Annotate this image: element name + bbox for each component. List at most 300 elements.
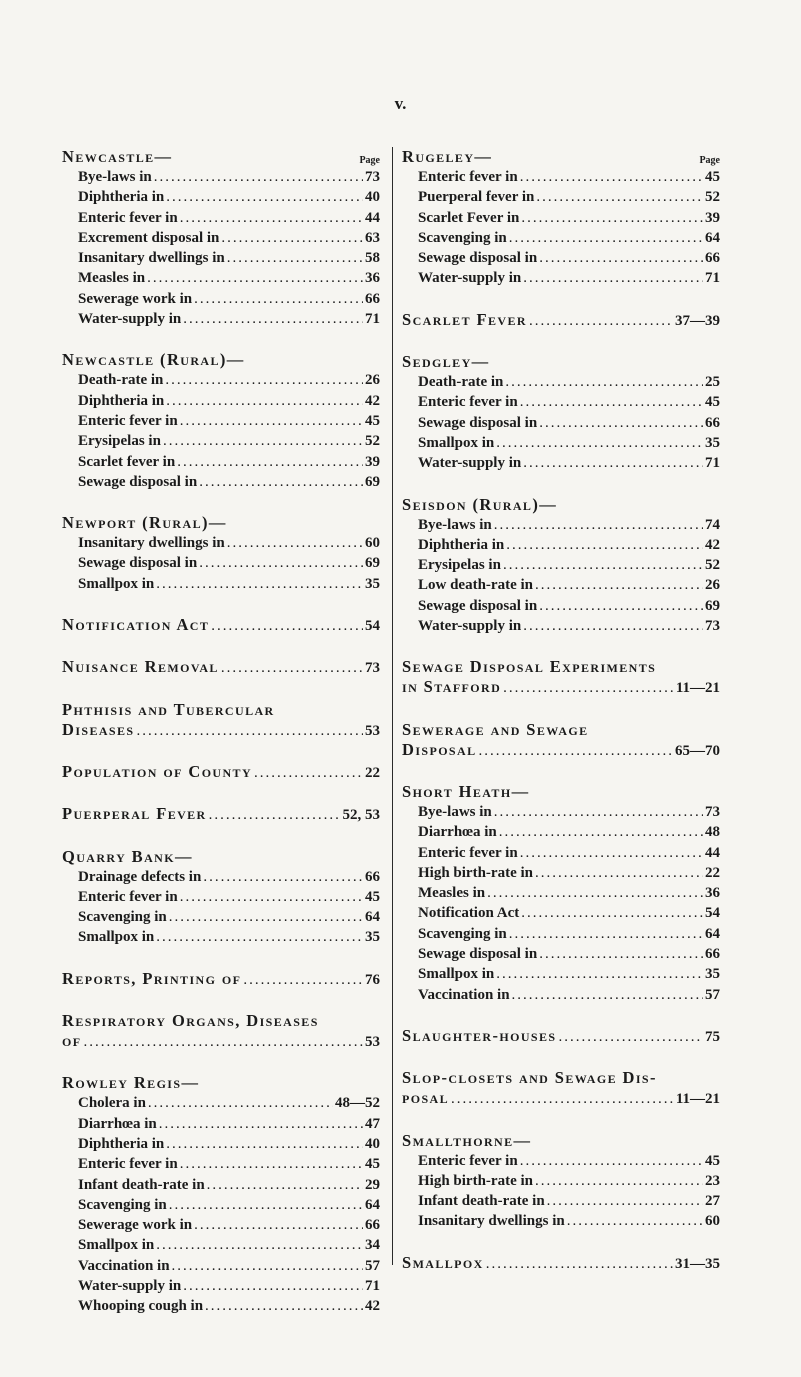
index-entry [402,535,720,555]
index-entry [402,822,720,842]
index-entry [62,1175,380,1195]
heading-text: Seisdon (Rural)— [402,494,558,514]
entry-page: 73 [365,660,380,677]
index-heading [402,782,720,802]
entry-label: Slaughter-houses [402,1025,557,1045]
index-entry [62,391,380,411]
index-entry [402,944,720,964]
index-entry [402,616,720,636]
entry-label: Vaccination in [418,986,510,1003]
entry-page: 22 [365,764,380,781]
entry-page: 11—21 [675,1091,720,1108]
dot-leader [166,1134,363,1154]
index-entry [62,1134,380,1154]
dot-leader [209,805,341,825]
dot-leader [506,535,703,555]
entry-label: Whooping cough in [78,1298,204,1315]
entry-page: 69 [705,597,720,614]
entry-page: 40 [365,1135,380,1152]
dot-leader [180,887,363,907]
dot-leader [165,370,363,390]
dot-leader [521,903,703,923]
heading-text: Smallthorne— [402,1130,532,1150]
index-block [62,700,380,741]
index-entry [62,1154,380,1174]
heading-text: Respiratory Organs, Diseases [62,1011,319,1031]
index-entry [62,1256,380,1276]
entry-page: 58 [365,250,380,267]
entry-label: Excrement disposal in [78,229,220,246]
index-entry [62,907,380,927]
entry-label: Cholera in [78,1095,146,1112]
dot-leader [539,413,703,433]
index-heading [62,147,380,167]
entry-page: 63 [365,229,380,246]
index-entry [402,802,720,822]
entry-label: Smallpox in [78,1237,155,1254]
entry-page: 52, 53 [342,807,380,824]
dot-leader [509,228,703,248]
entry-label: Notification Act [418,905,520,922]
index-entry [402,843,720,863]
page-column-label: Page [359,155,380,166]
entry-page: 64 [365,1196,380,1213]
entry-page: 42 [365,1298,380,1315]
entry-label: posal [402,1088,450,1108]
entry-page: 45 [705,394,720,411]
entry-page: 25 [705,374,720,391]
entry-page: 64 [705,925,720,942]
dot-leader [156,1235,363,1255]
dot-leader [205,1296,363,1316]
heading-text: Newcastle— [62,147,173,166]
entry-page: 54 [365,618,380,635]
entry-label: Disposal [402,739,477,759]
entry-page: 34 [365,1237,380,1254]
heading-text: Rowley Regis— [62,1073,200,1093]
dot-leader [180,411,363,431]
index-entry [402,555,720,575]
entry-label: Enteric fever in [418,844,518,861]
dot-leader [520,1151,703,1171]
index-block [402,782,720,1005]
entry-page: 60 [365,535,380,552]
entry-page: 35 [705,434,720,451]
entry-page: 73 [365,169,380,185]
dot-leader [536,187,703,207]
dot-leader [512,985,703,1005]
dot-leader [243,970,363,990]
dot-leader [523,453,703,473]
entry-label: Diphtheria in [78,189,165,206]
heading-text: Short Heath— [402,781,530,801]
entry-page: 52 [705,189,720,206]
entry-page: 35 [705,966,720,983]
entry-page: 65—70 [675,742,720,759]
dot-leader [521,208,703,228]
entry-label: Bye-laws in [78,169,152,185]
entry-page: 57 [365,1257,380,1274]
heading-text: Newcastle (Rural)— [62,350,245,370]
index-block [402,720,720,761]
entry-page: 47 [365,1115,380,1132]
index-block [62,804,380,825]
entry-page: 53 [365,1034,380,1051]
dot-leader [199,472,363,492]
entry-label: Puerperal fever in [418,189,535,206]
dot-leader [166,391,363,411]
entry-page: 66 [365,868,380,885]
index-entry [62,370,380,390]
index-block [402,310,720,331]
entry-label: Water-supply in [418,455,522,472]
entry-label: Sewage disposal in [418,414,538,431]
entry-page: 48—52 [335,1095,380,1112]
dot-leader [154,167,363,187]
index-entry [62,248,380,268]
entry-page: 45 [365,888,380,905]
entry-label: Water-supply in [418,618,522,635]
index-entry [402,453,720,473]
dot-leader [487,883,703,903]
index-entry [62,268,380,288]
index-entry [62,309,380,329]
index-entry [402,208,720,228]
entry-page: 66 [705,414,720,431]
entry-label: High birth-rate in [418,1172,533,1189]
heading-text: Sewage Disposal Experiments [402,657,657,677]
dot-leader [523,616,703,636]
index-block [62,513,380,594]
index-entry [62,228,380,248]
index-heading [402,720,720,740]
heading-text: Newport (Rural)— [62,513,227,533]
dot-leader [221,658,363,678]
entry-label: Smallpox [402,1252,484,1272]
index-entry [402,1191,720,1211]
index-main-entry [62,615,380,636]
index-main-entry [62,1031,380,1052]
index-heading [402,657,720,677]
index-entry [402,883,720,903]
index-block [402,1068,720,1109]
index-entry [62,867,380,887]
entry-label: Scavenging in [78,1196,167,1213]
index-entry [62,553,380,573]
entry-label: Scavenging in [78,909,167,926]
entry-label: Death-rate in [418,374,504,391]
entry-page: 66 [365,290,380,307]
dot-leader [169,907,363,927]
index-block [62,847,380,948]
entry-label: Infant death-rate in [418,1193,545,1210]
entry-label: Bye-laws in [418,516,492,533]
entry-label: Sewage disposal in [78,473,198,490]
index-main-entry [62,804,380,825]
entry-label: Enteric fever in [418,394,518,411]
index-entry [402,903,720,923]
entry-label: Enteric fever in [78,209,178,226]
entry-label: Notification Act [62,615,210,635]
entry-page: 69 [365,473,380,490]
dot-leader [227,533,363,553]
heading-text: Slop-closets and Sewage Dis- [402,1068,657,1088]
entry-label: Enteric fever in [418,169,518,185]
index-heading [402,147,720,167]
entry-page: 23 [705,1172,720,1189]
dot-leader [177,452,363,472]
dot-leader [486,1254,673,1274]
index-entry [62,1215,380,1235]
index-entry [62,167,380,187]
entry-page: 69 [365,555,380,572]
index-entry [62,289,380,309]
entry-label: Low death-rate in [418,577,533,594]
index-entry [402,985,720,1005]
entry-label: Erysipelas in [78,433,161,450]
entry-page: 39 [365,453,380,470]
dot-leader [478,741,673,761]
entry-page: 45 [365,412,380,429]
dot-leader [567,1211,703,1231]
entry-page: 71 [705,455,720,472]
dot-leader [520,843,703,863]
entry-page: 64 [365,909,380,926]
index-entry [62,1276,380,1296]
entry-label: Scavenging in [418,229,507,246]
entry-label: Diphtheria in [418,536,505,553]
entry-label: Measles in [78,270,146,287]
index-block [62,1011,380,1052]
dot-leader [520,167,703,187]
index-entry [402,392,720,412]
index-main-entry [402,1088,720,1109]
index-block [402,657,720,698]
entry-label: Death-rate in [78,372,164,389]
dot-leader [503,555,703,575]
dot-leader [163,431,363,451]
dot-leader [156,927,363,947]
dot-leader [203,867,363,887]
entry-label: Sewage disposal in [78,555,198,572]
entry-page: 45 [705,1152,720,1169]
dot-leader [254,763,363,783]
entry-page: 42 [705,536,720,553]
dot-leader [494,515,703,535]
index-heading [62,350,380,370]
index-entry [402,248,720,268]
index-block [62,147,380,329]
entry-label: Sewage disposal in [418,250,538,267]
entry-label: Diseases [62,719,135,739]
entry-label: Enteric fever in [418,1152,518,1169]
entry-label: Enteric fever in [78,1156,178,1173]
index-entry [402,863,720,883]
index-entry [62,431,380,451]
index-entry [402,596,720,616]
dot-leader [166,187,363,207]
entry-label: Water-supply in [78,1277,182,1294]
entry-label: Scarlet fever in [78,453,176,470]
entry-label: High birth-rate in [418,864,533,881]
index-block [402,1026,720,1047]
index-entry [62,1195,380,1215]
entry-page: 36 [705,885,720,902]
entry-page: 52 [705,557,720,574]
index-heading [402,352,720,372]
entry-page: 45 [705,169,720,185]
index-heading [402,495,720,515]
entry-page: 76 [365,971,380,988]
index-block [402,1131,720,1232]
index-entry [62,452,380,472]
entry-label: Population of County [62,761,253,781]
index-heading [62,847,380,867]
dot-leader [159,1114,363,1134]
dot-leader [451,1089,674,1109]
dot-leader [227,248,363,268]
index-block [402,1253,720,1274]
dot-leader [194,1215,363,1235]
index-entry [402,413,720,433]
entry-label: Scavenging in [418,925,507,942]
entry-label: Diarrhœa in [78,1115,157,1132]
entry-page: 66 [705,250,720,267]
entry-label: Insanitary dwellings in [418,1213,565,1230]
heading-text: Rugeley— [402,147,493,166]
entry-label: Measles in [418,885,486,902]
entry-label: Insanitary dwellings in [78,535,225,552]
index-entry [62,411,380,431]
dot-leader [169,1195,363,1215]
entry-page: 66 [365,1217,380,1234]
entry-label: Smallpox in [78,929,155,946]
entry-label: Smallpox in [418,434,495,451]
dot-leader [499,822,703,842]
index-entry [402,167,720,187]
entry-page: 39 [705,209,720,226]
index-heading [402,1131,720,1151]
entry-page: 54 [705,905,720,922]
entry-label: Diarrhœa in [418,824,497,841]
index-block [402,147,720,289]
index-block [62,657,380,678]
index-main-entry [62,657,380,678]
index-entry [402,1171,720,1191]
entry-label: Nuisance Removal [62,657,219,677]
dot-leader [194,289,363,309]
entry-label: Smallpox in [78,575,155,592]
dot-leader [147,268,363,288]
index-main-entry [402,310,720,331]
entry-page: 66 [705,946,720,963]
entry-page: 71 [365,311,380,328]
entry-page: 35 [365,929,380,946]
dot-leader [183,1276,363,1296]
entry-label: Sewage disposal in [418,597,538,614]
index-block [62,969,380,990]
dot-leader [509,924,703,944]
entry-label: of [62,1031,82,1051]
index-entry [62,1235,380,1255]
dot-leader [535,1171,703,1191]
dot-leader [199,553,363,573]
entry-label: Sewerage work in [78,1217,193,1234]
entry-label: Water-supply in [78,311,182,328]
entry-page: 60 [705,1213,720,1230]
entry-page: 75 [705,1028,720,1045]
index-entry [62,1296,380,1316]
entry-label: Erysipelas in [418,557,501,574]
entry-page: 40 [365,189,380,206]
entry-page: 11—21 [675,680,720,697]
entry-page: 37—39 [675,312,720,329]
heading-text: Phthisis and Tubercular [62,699,275,719]
dot-leader [547,1191,703,1211]
entry-page: 74 [705,516,720,533]
entry-label: Insanitary dwellings in [78,250,225,267]
index-block [62,350,380,492]
dot-leader [180,1154,363,1174]
entry-page: 31—35 [675,1255,720,1272]
dot-leader [520,392,703,412]
entry-label: Reports, Printing of [62,968,242,988]
entry-page: 27 [705,1193,720,1210]
dot-leader [535,575,703,595]
index-heading [62,1073,380,1093]
dot-leader [496,964,703,984]
dot-leader [503,678,674,698]
page-column-label: Page [699,155,720,166]
dot-leader [535,863,703,883]
entry-label: Bye-laws in [418,803,492,820]
index-entry [62,208,380,228]
entry-page: 64 [705,229,720,246]
entry-label: in Stafford [402,677,502,697]
entry-label: Enteric fever in [78,888,178,905]
index-heading [402,1068,720,1088]
page-number: v. [394,94,407,113]
entry-label: Scarlet Fever in [418,209,520,226]
index-entry [402,964,720,984]
index-column-left [62,147,380,1338]
heading-text: Sewerage and Sewage [402,719,589,739]
entry-page: 45 [365,1156,380,1173]
index-entry [62,887,380,907]
index-entry [402,575,720,595]
dot-leader [207,1175,363,1195]
entry-page: 22 [705,864,720,881]
index-entry [402,515,720,535]
entry-page: 57 [705,986,720,1003]
entry-label: Diphtheria in [78,1135,165,1152]
dot-leader [505,372,703,392]
entry-page: 26 [705,577,720,594]
index-block [402,352,720,473]
entry-label: Sewage disposal in [418,946,538,963]
dot-leader [221,228,363,248]
dot-leader [172,1256,363,1276]
entry-label: Water-supply in [418,270,522,287]
entry-label: Puerperal Fever [62,804,207,824]
index-entry [402,1151,720,1171]
index-entry [62,1093,380,1113]
entry-page: 44 [705,844,720,861]
dot-leader [183,309,363,329]
entry-label: Smallpox in [418,966,495,983]
dot-leader [156,574,363,594]
index-main-entry [402,1026,720,1047]
